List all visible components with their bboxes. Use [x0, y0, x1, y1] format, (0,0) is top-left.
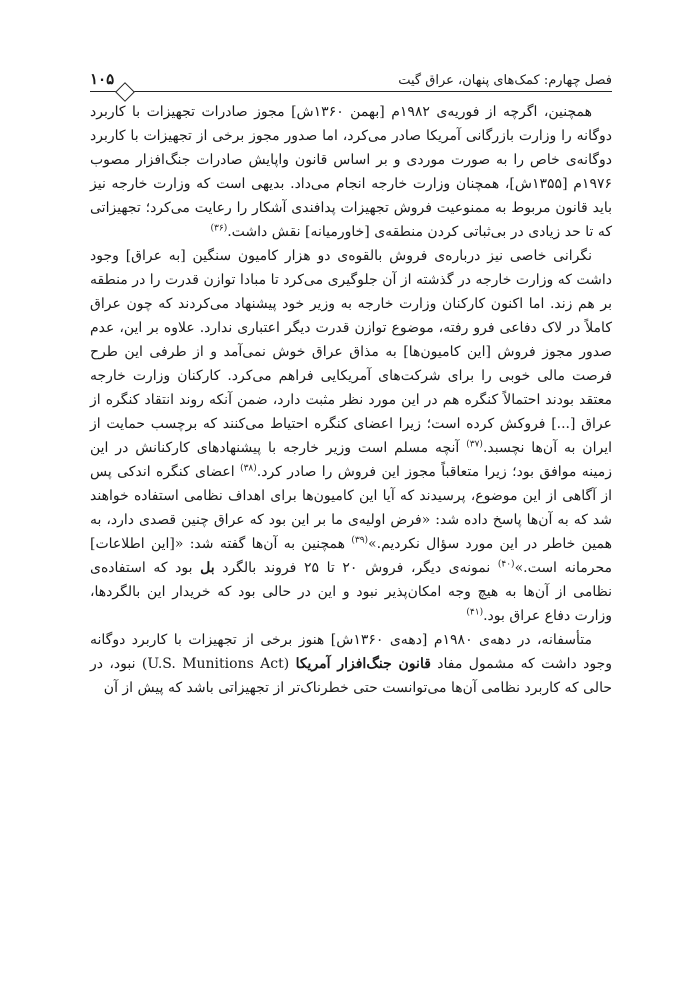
- chapter-title: فصل چهارم: کمک‌های پنهان، عراق گیت: [398, 73, 612, 88]
- paragraph-3: [90, 628, 612, 700]
- page-number: ۱۰۵: [90, 70, 115, 88]
- footnote-ref: (۴۱): [466, 607, 484, 618]
- footnote-ref: (۳۹): [351, 535, 369, 546]
- text-run: همچنین به آن‌ها گفته شد: «[این اطلاعات] محرمانه است.»: [90, 536, 612, 576]
- text-run: اعضای کنگره اندکی پس از آگاهی از این موضوع، پرسیدند که آیا این کامیون‌ها برای اهداف نظامی استفاده خواهند شد که به آن‌ها پاسخ داده شد: «فرض اولیه‌ی ما بر این بود که عراق چنین قصدی دارد، به همین خاطر در این مورد سؤال نکردیم.»: [90, 464, 612, 552]
- text-run: همچنین، اگرچه از فوریه‌ی ۱۹۸۲م [بهمن ۱۳۶۰ش] مجوز صادرات تجهیزات با کاربرد دوگانه را وزارت بازرگانی آمریکا صادر می‌کرد، اما صدور مجوز برخی از تجهیزات با کاربرد دوگانه‌ی خاص را به صورت موردی و بر اساس قانون واپایش صادرات جنگ‌افزار مصوب ۱۹۷۶م [۱۳۵۵ش]، همچنان وزارت خارجه انجام می‌داد. بدیهی است که وزارت خارجه نیز باید قانون مربوط به ممنوعیت فروش تجهیزات پدافندی آشکار را رعایت می‌کرد؛ تجهیزاتی که تا حد زیادی در بی‌ثباتی کردن منطقه‌ی [خاورمیانه] نقش داشت.: [90, 104, 612, 240]
- footnote-ref: (۳۷): [466, 439, 483, 450]
- paragraph-2: [90, 244, 612, 628]
- body-text: [90, 100, 612, 700]
- bold-term: بل: [200, 560, 215, 576]
- text-run: متأسفانه، در دهه‌ی ۱۹۸۰م [دهه‌ی ۱۳۶۰ش] هنوز برخی از تجهیزات با کاربرد دوگانه وجود داشت که مشمول مفاد: [90, 632, 612, 672]
- text-run: بود که استفاده‌ی نظامی از آن‌ها به هیچ وجه امکان‌پذیر نبود و این در حالی بود که خریدار این بالگردها، وزارت دفاع عراق بود.: [90, 560, 612, 624]
- text-run: نمونه‌ی دیگر، فروش ۲۰ تا ۲۵ فروند بالگرد: [214, 560, 498, 576]
- paragraph-1: [90, 100, 612, 244]
- running-header: [90, 70, 612, 92]
- bold-term: قانون جنگ‌افزار آمریکا: [295, 656, 431, 672]
- text-run: آنچه مسلم است وزیر خارجه با پیشنهادهای کارکنانش در این زمینه موافق بود؛ زیرا متعاقباً مجوز این فروش را صادر کرد.: [90, 440, 612, 480]
- footnote-ref: (۴۰): [497, 559, 515, 570]
- diamond-ornament-icon: [115, 82, 135, 102]
- text-run: نگرانی خاصی نیز درباره‌ی فروش بالقوه‌ی دو هزار کامیون سنگین [به عراق] وجود داشت که وزارت خارجه در گذشته از آن جلوگیری می‌کرد تا مبادا توازن قدرت را در منطقه بر هم زند. اما اکنون کارکنان وزارت خارجه به وزیر خود پیشنهاد می‌کردند که چون عراق کاملاً در لاک دفاعی فرو رفته، موضوع توازن قدرت دیگر اعتباری ندارد. علاوه بر این، عدم صدور مجوز فروش [این کامیون‌ها] به مذاق عراق خوش نمی‌آمد و از طرفی این طرح فرصت مالی خوبی را برای شرکت‌های آمریکایی فراهم می‌کرد. کارکنان وزارت خارجه معتقد بودند احتمالاً کنگره هم در این مورد نظر مثبت دارد، ضمن آنکه روند انتقاد کنگره از عراق [...] فروکش کرده است؛ زیرا اعضای کنگره احتیاط می‌کنند که برچسب حمایت از ایران به آن‌ها نچسبد.: [90, 248, 612, 456]
- text-run: (U.S. Munitions Act) نبود، در حالی که کاربرد نظامی آن‌ها می‌توانست حتی خطرناک‌تر از تجهیزاتی باشد که پیش از آن: [90, 656, 612, 696]
- footnote-ref: (۳۸): [240, 463, 257, 474]
- footnote-ref: (۳۶): [210, 223, 228, 234]
- header-rule: [90, 91, 612, 92]
